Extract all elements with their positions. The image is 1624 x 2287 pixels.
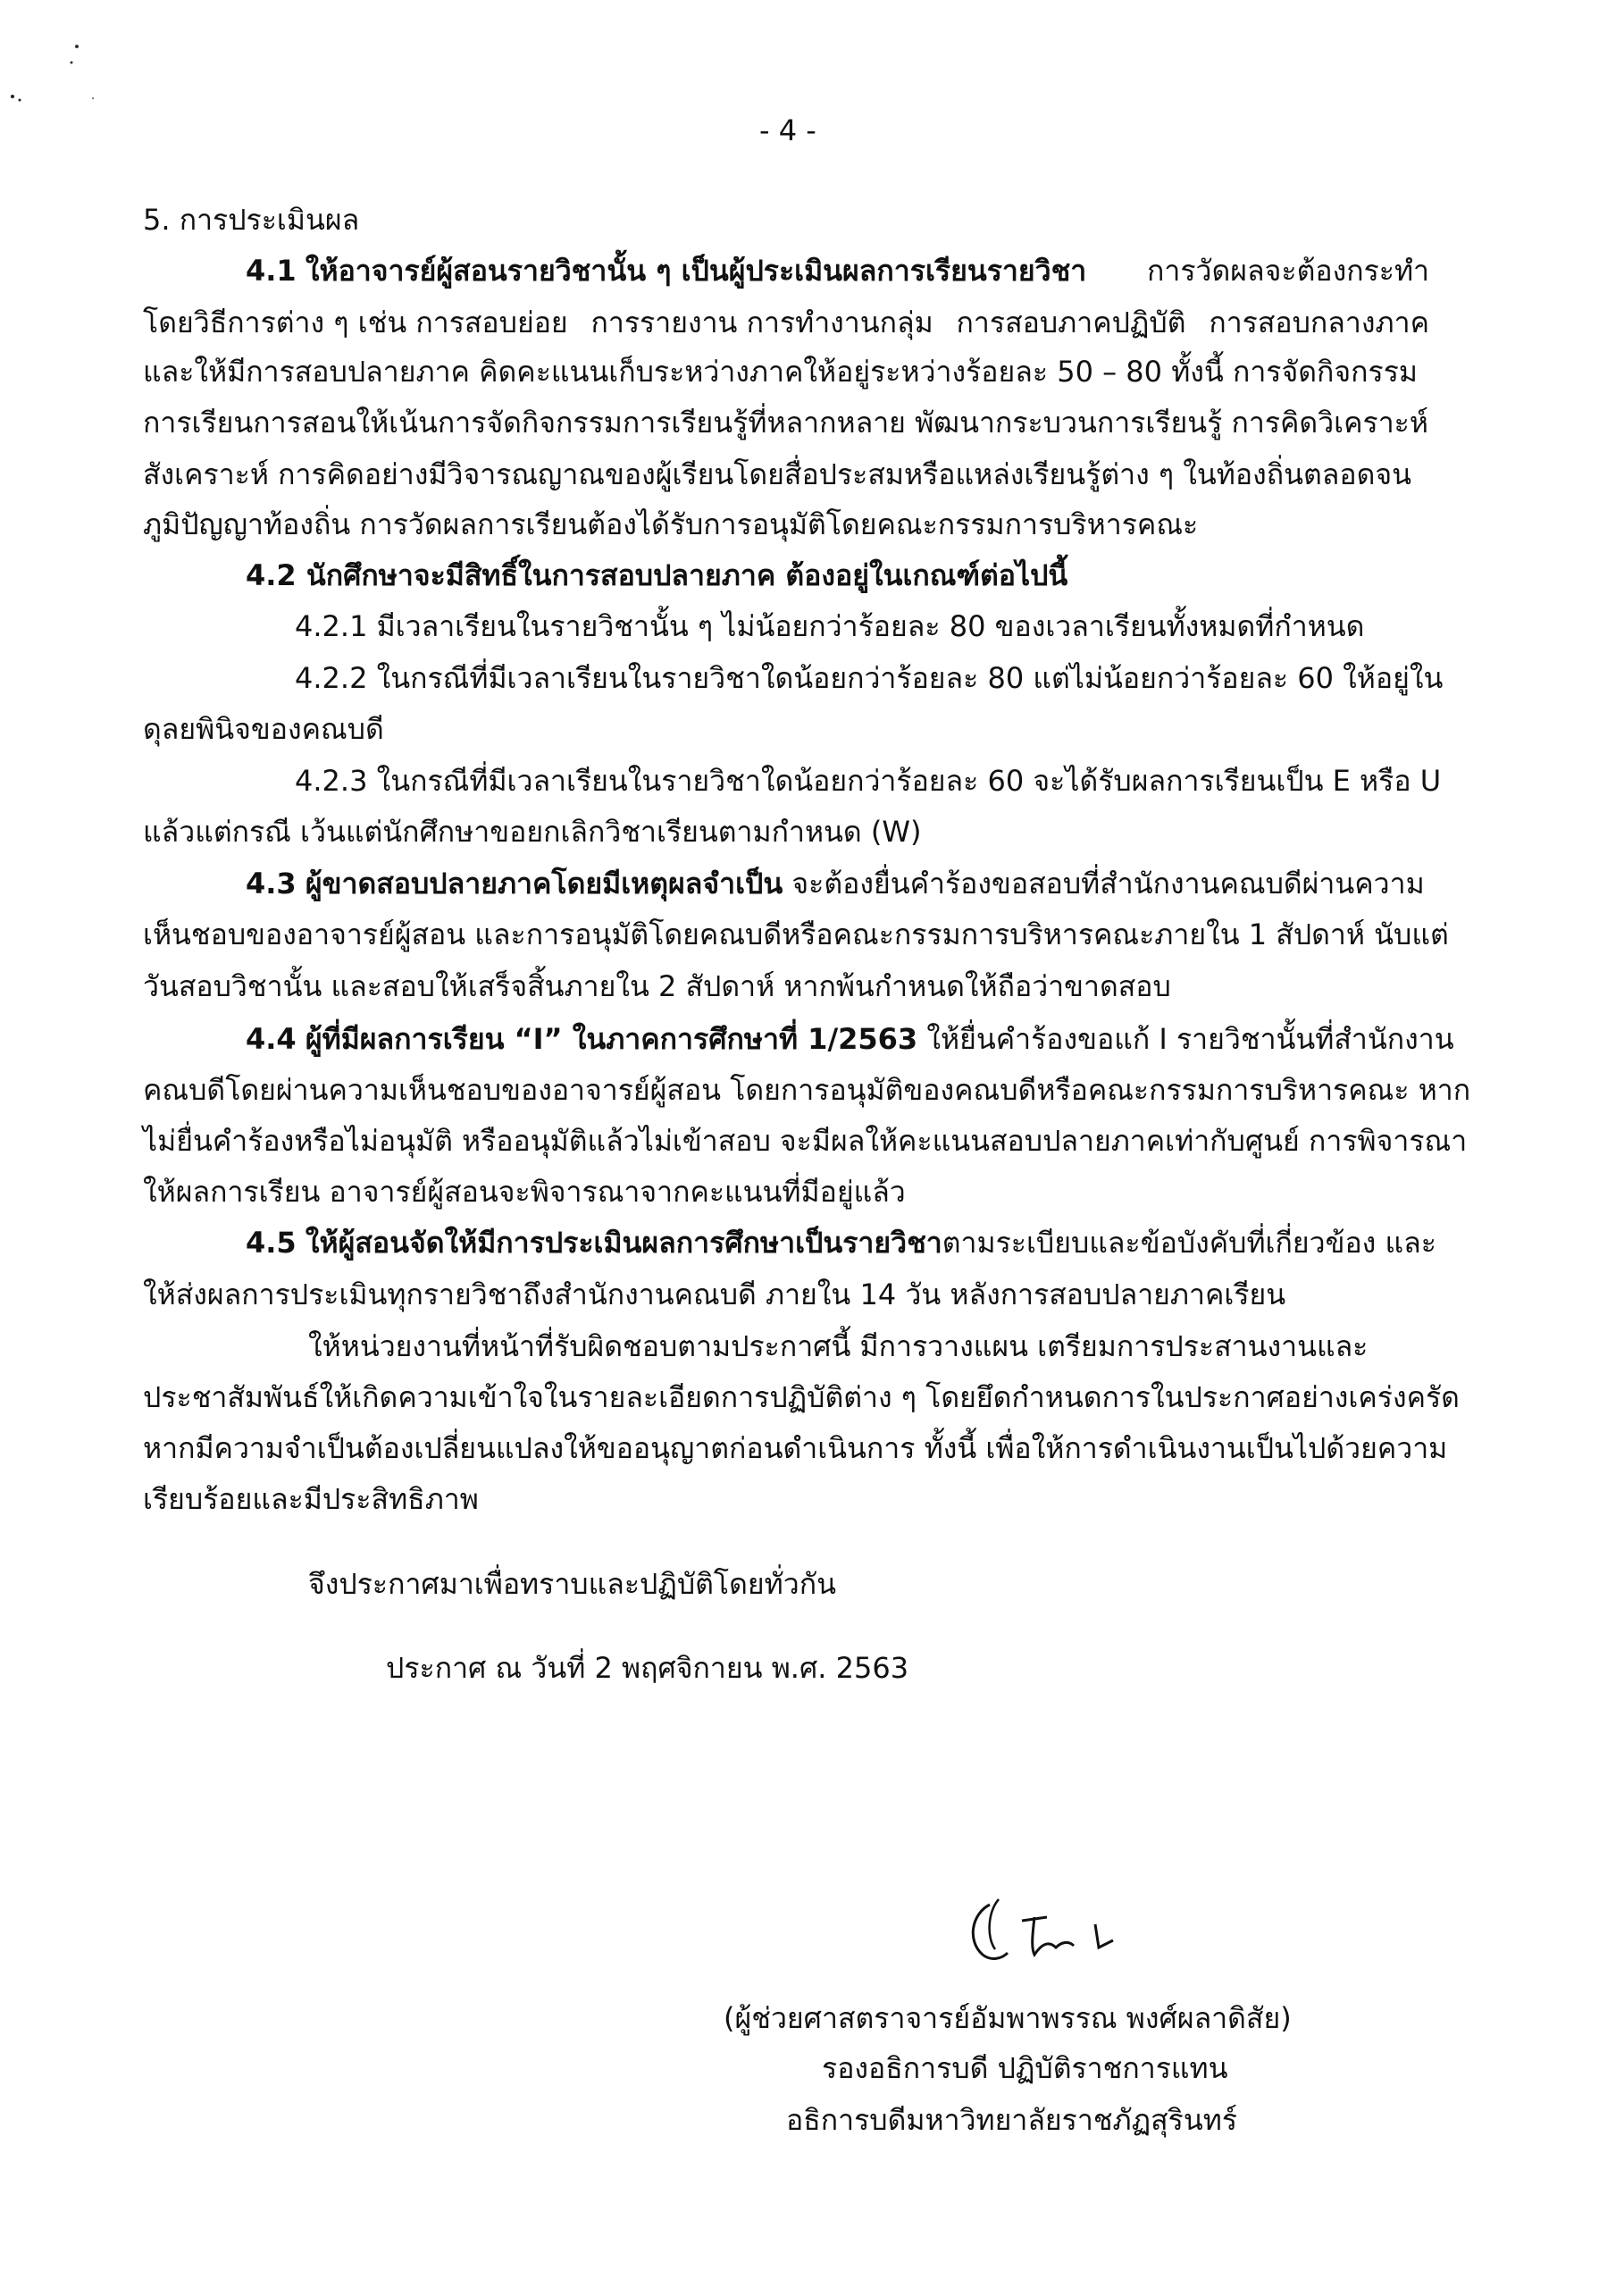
signatory-position2: อธิการบดีมหาวิทยาลัยราชภัฏสุรินทร์ (786, 2103, 1237, 2137)
announce-line: จึงประกาศมาเพื่อทราบและปฏิบัติโดยทั่วกัน (308, 1567, 836, 1601)
signatory-name: (ผู้ช่วยศาสตราจารย์อัมพาพรรณ พงศ์ผลาดิสัย) (724, 2001, 1292, 2035)
p45-lead: ให้ผู้สอนจัดให้มีการประเมินผลการศึกษาเป็นรายวิชา (305, 1226, 942, 1260)
closing-line3: หากมีความจำเป็นต้องเปลี่ยนแปลงให้ขออนุญาตก่อนดำเนินการ ทั้งนี้ เพื่อให้การดำเนินงานเป็นไปด้วยความ (143, 1431, 1448, 1465)
p43-line1 (246, 865, 1425, 902)
p42-item2-cont: ดุลยพินิจของคณบดี (143, 712, 384, 746)
p41-line5: สังเคราะห์ การคิดอย่างมีวิจารณญาณของผู้เรียนโดยสื่อประสมหรือแหล่งเรียนรู้ต่าง ๆ ในท้องถิ่นตลอดจน (143, 457, 1411, 491)
p44-rest: ให้ยื่นคำร้องขอแก้ I รายวิชานั้นที่สำนักงาน (917, 1022, 1454, 1056)
p41-line3: และให้มีการสอบปลายภาค คิดคะแนนเก็บระหว่างภาคให้อยู่ระหว่างร้อยละ 50 – 80 ทั้งนี้ การจัดกิจกรรม (143, 355, 1418, 389)
p43-label: 4.3 (246, 867, 297, 901)
p41-line6: ภูมิปัญญาท้องถิ่น การวัดผลการเรียนต้องได้รับการอนุมัติโดยคณะกรรมการบริหารคณะ (143, 507, 1199, 541)
p41-label: 4.1 (246, 254, 297, 288)
signatory-position1: รองอธิการบดี ปฏิบัติราชการแทน (822, 2051, 1228, 2085)
p42-heading (246, 557, 1067, 594)
p41-line2: โดยวิธีการต่าง ๆ เช่น การสอบย่อย การรายงาน การทำงานกลุ่ม การสอบภาคปฏิบัติ การสอบกลางภาค (143, 306, 1429, 339)
p44-line2: คณบดีโดยผ่านความเห็นชอบของอาจารย์ผู้สอน โดยการอนุมัติของคณบดีหรือคณะกรรมการบริหารคณะ หาก (143, 1073, 1471, 1107)
p42-title: นักศึกษาจะมีสิทธิ์ในการสอบปลายภาค ต้องอยู่ในเกณฑ์ต่อไปนี้ (306, 558, 1068, 592)
p43-lead: ผู้ขาดสอบปลายภาคโดยมีเหตุผลจำเป็น (305, 867, 783, 901)
date-line: ประกาศ ณ วันที่ 2 พฤศจิกายน พ.ศ. 2563 (386, 1651, 909, 1685)
closing-line4: เรียบร้อยและมีประสิทธิภาพ (143, 1482, 479, 1516)
section-title: การประเมินผล (179, 203, 360, 237)
p44-lead: ผู้ที่มีผลการเรียน “I” ในภาคการศึกษาที่ 1/2563 (305, 1022, 918, 1056)
p42-item3-cont: แล้วแต่กรณี เว้นแต่นักศึกษาขอยกเลิกวิชาเรียนตามกำหนด (W) (143, 815, 922, 849)
section-heading (143, 201, 359, 239)
p45-line2: ให้ส่งผลการประเมินทุกรายวิชาถึงสำนักงานคณบดี ภายใน 14 วัน หลังการสอบปลายภาคเรียน (143, 1278, 1286, 1311)
p43-rest: จะต้องยื่นคำร้องขอสอบที่สำนักงานคณบดีผ่านความ (783, 867, 1425, 901)
p41-line1 (246, 252, 1429, 289)
p42-label: 4.2 (246, 558, 297, 592)
p41-lead: ให้อาจารย์ผู้สอนรายวิชานั้น ๆ เป็นผู้ประเมินผลการเรียนรายวิชา (305, 254, 1087, 288)
p43-line3: วันสอบวิชานั้น และสอบให้เสร็จสิ้นภายใน 2 สัปดาห์ หากพ้นกำหนดให้ถือว่าขาดสอบ (143, 969, 1171, 1003)
section-number: 5. (143, 203, 171, 237)
page-number: - 4 - (759, 113, 816, 147)
p42-item3: 4.2.3 ในกรณีที่มีเวลาเรียนในรายวิชาใดน้อยกว่าร้อยละ 60 จะได้รับผลการเรียนเป็น E หรือ U (295, 764, 1442, 798)
p44-line1 (246, 1020, 1454, 1058)
p45-label: 4.5 (246, 1226, 297, 1260)
closing-line2: ประชาสัมพันธ์ให้เกิดความเข้าใจในรายละเอียดการปฏิบัติต่าง ๆ โดยยึดกำหนดการในประกาศอย่างเคร่งครัด (143, 1380, 1460, 1414)
p45-rest: ตามระเบียบและข้อบังคับที่เกี่ยวข้อง และ (942, 1226, 1436, 1260)
p44-label: 4.4 (246, 1022, 297, 1056)
p44-line3: ไม่ยื่นคำร้องหรือไม่อนุมัติ หรืออนุมัติแล้วไม่เข้าสอบ จะมีผลให้คะแนนสอบปลายภาคเท่ากับศูนย์ การพิจารณา (143, 1124, 1468, 1158)
p42-item1: 4.2.1 มีเวลาเรียนในรายวิชานั้น ๆ ไม่น้อยกว่าร้อยละ 80 ของเวลาเรียนทั้งหมดที่กำหนด (295, 609, 1365, 643)
p43-line2: เห็นชอบของอาจารย์ผู้สอน และการอนุมัติโดยคณบดีหรือคณะกรรมการบริหารคณะภายใน 1 สัปดาห์ นับแต่ (143, 917, 1449, 951)
p41-line4: การเรียนการสอนให้เน้นการจัดกิจกรรมการเรียนรู้ที่หลากหลาย พัฒนากระบวนการเรียนรู้ การคิดวิเคราะห์ (143, 406, 1428, 440)
closing-line1: ให้หน่วยงานที่หน้าที่รับผิดชอบตามประกาศนี้ มีการวางแผน เตรียมการประสานงานและ (308, 1329, 1369, 1363)
scan-specks (0, 0, 134, 125)
signature (956, 1885, 1143, 1974)
p41-lead-end: การวัดผลจะต้องกระทำ (1146, 254, 1429, 288)
p45-line1 (246, 1224, 1436, 1261)
p42-item2: 4.2.2 ในกรณีที่มีเวลาเรียนในรายวิชาใดน้อยกว่าร้อยละ 80 แต่ไม่น้อยกว่าร้อยละ 60 ให้อยู่ใน (295, 661, 1444, 695)
p44-line4: ให้ผลการเรียน อาจารย์ผู้สอนจะพิจารณาจากคะแนนที่มีอยู่แล้ว (143, 1175, 906, 1209)
